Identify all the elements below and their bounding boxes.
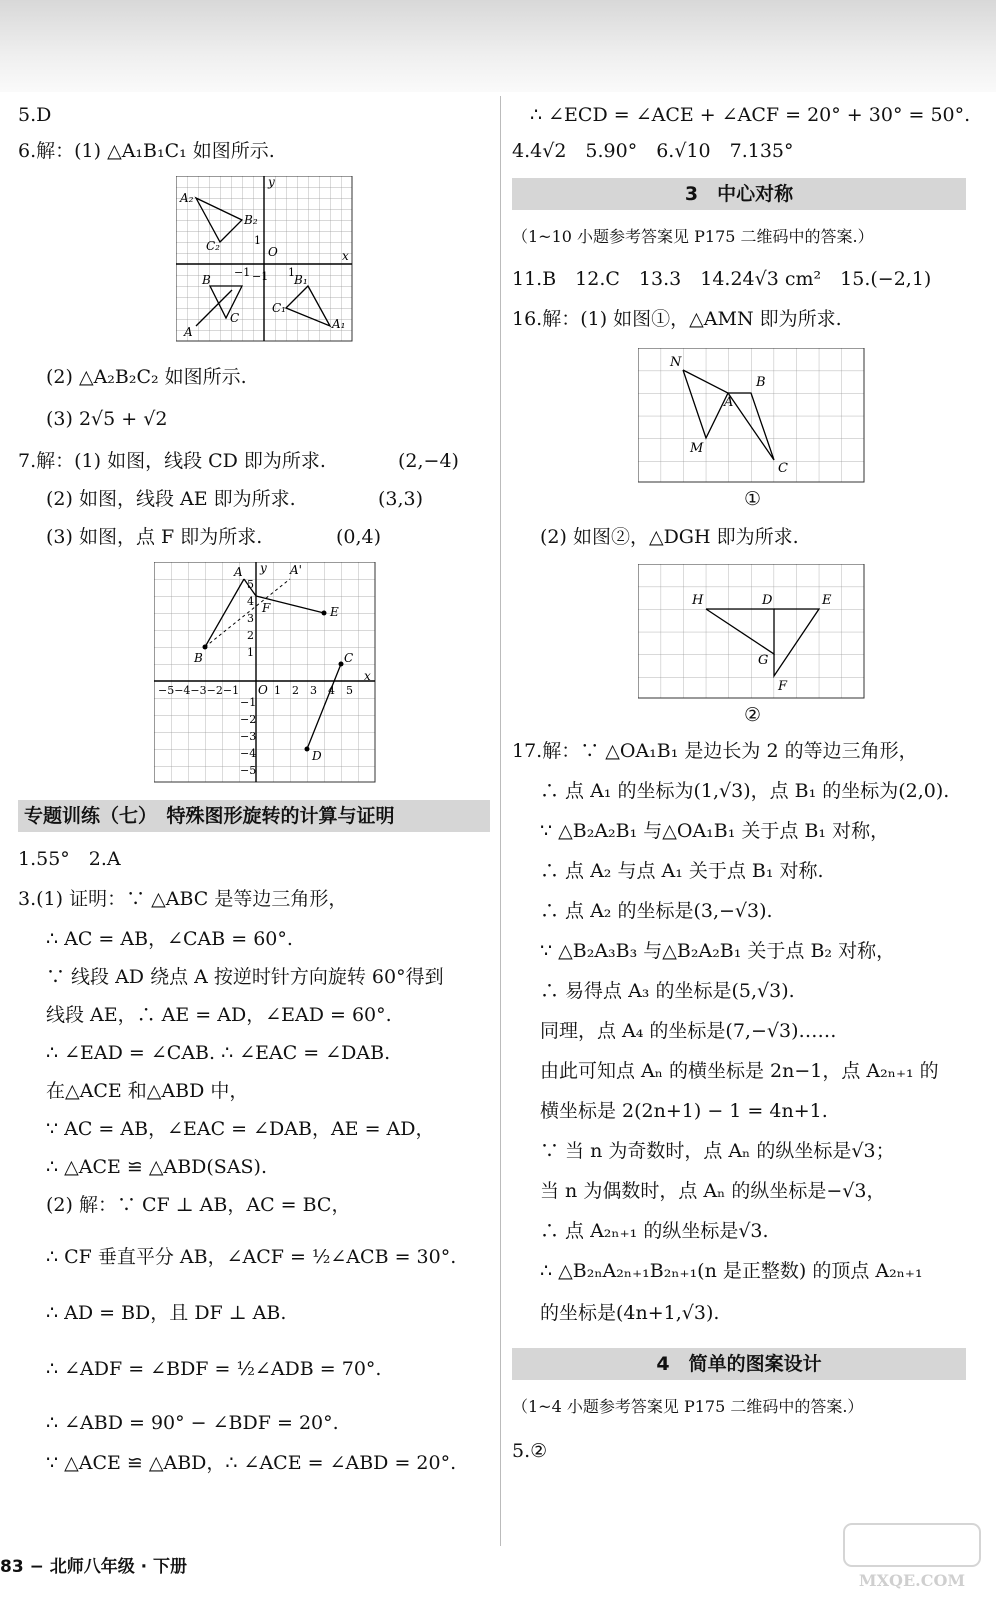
column-divider — [500, 96, 501, 1546]
svg-text:G: G — [758, 653, 769, 668]
training-7-answer-3-line6: 在△ACE 和△ABD 中， — [46, 1080, 249, 1102]
training-7-answer-1-2: 1.55° 2.A — [18, 848, 121, 870]
training-7-answer-3-line14: ∵ △ACE ≌ △ABD，∴ ∠ACE = ∠ABD = 20°. — [46, 1452, 457, 1474]
training-7-answer-3-line2: ∴ AC = AB，∠CAB = 60°. — [46, 928, 293, 950]
training-7-answer-3-line1: 3.(1) 证明：∵ △ABC 是等边三角形， — [18, 888, 348, 910]
svg-text:A: A — [234, 565, 243, 579]
svg-text:H: H — [692, 593, 704, 608]
answer-17-line15: 的坐标是(4n+1,√3). — [540, 1302, 720, 1324]
answer-7-line2: (2) 如图，线段 AE 即为所求. — [46, 488, 296, 510]
svg-text:D: D — [762, 593, 773, 608]
section-header-simple-pattern-design: 4 简单的图案设计 — [512, 1348, 966, 1380]
training-7-answer-3-line13: ∴ ∠ABD = 90° − ∠BDF = 20°. — [46, 1412, 339, 1434]
svg-text:−1: −1 — [234, 266, 251, 279]
training-7-answer-3-line9: (2) 解：∵ CF ⊥ AB，AC = BC， — [46, 1194, 351, 1216]
svg-text:M: M — [690, 441, 704, 456]
watermark-text: MXQE.COM — [858, 1571, 966, 1590]
svg-text:C₁: C₁ — [272, 301, 286, 315]
answer-17-line13: ∴ 点 A₂ₙ₊₁ 的纵坐标是√3. — [540, 1220, 769, 1242]
answer-6-line2: (2) △A₂B₂C₂ 如图所示. — [46, 366, 247, 388]
svg-text:C: C — [344, 651, 354, 665]
training-7-answer-3-line4: 线段 AE，∴ AE = AD，∠EAD = 60°. — [46, 1004, 392, 1026]
svg-text:y: y — [268, 176, 275, 189]
svg-text:−3: −3 — [240, 730, 257, 743]
training-7-answer-3-line11: ∴ AD = BD，且 DF ⊥ AB. — [46, 1302, 287, 1324]
answer-3-conclusion: ∴ ∠ECD = ∠ACE + ∠ACF = 20° + 30° = 50°. — [530, 104, 971, 126]
answer-7-line1: 7.解：(1) 如图，线段 CD 即为所求. — [18, 450, 326, 472]
figure-16-1-caption: ① — [744, 488, 762, 510]
answer-7-coord1: (2,−4) — [398, 450, 459, 472]
answer-5-pattern: 5.② — [512, 1440, 548, 1462]
scan-top-band — [0, 0, 996, 92]
answers-11-to-15: 11.B 12.C 13.3 14.24√3 cm² 15.(−2,1) — [512, 268, 932, 290]
answer-6-line3: (3) 2√5 + √2 — [46, 408, 168, 430]
svg-text:1 2 3 4 5: 1 2 3 4 5 — [274, 684, 353, 697]
answer-17-line6: ∵ △B₂A₃B₃ 与△B₂A₂B₁ 关于点 B₂ 对称， — [540, 940, 896, 962]
answers-4-to-7: 4.4√2 5.90° 6.√10 7.135° — [512, 140, 794, 162]
svg-text:A₂: A₂ — [180, 191, 194, 205]
answer-17-line7: ∴ 易得点 A₃ 的坐标是(5,√3). — [540, 980, 795, 1002]
svg-text:N: N — [670, 355, 682, 370]
figure-q7-grid — [154, 562, 394, 786]
answer-7-line3: (3) 如图，点 F 即为所求. — [46, 526, 263, 548]
note-qr-answers-2: （1~4 小题参考答案见 P175 二维码中的答案.） — [512, 1397, 864, 1416]
answer-17-line2: ∴ 点 A₁ 的坐标为(1,√3)，点 B₁ 的坐标为(2,0). — [540, 780, 950, 802]
training-7-answer-3-line3: ∵ 线段 AD 绕点 A 按逆时针方向旋转 60°得到 — [46, 966, 444, 988]
svg-text:−2: −2 — [240, 713, 257, 726]
svg-text:C: C — [778, 461, 788, 476]
svg-text:D: D — [312, 749, 322, 763]
svg-text:E: E — [330, 605, 339, 619]
training-7-answer-3-line10: ∴ CF 垂直平分 AB，∠ACF = ½∠ACB = 30°. — [46, 1246, 457, 1268]
svg-text:A': A' — [290, 563, 302, 577]
svg-text:B: B — [194, 651, 203, 665]
svg-text:B: B — [202, 273, 211, 287]
training-7-answer-3-line12: ∴ ∠ADF = ∠BDF = ½∠ADB = 70°. — [46, 1358, 382, 1380]
answer-17-line4: ∴ 点 A₂ 与点 A₁ 关于点 B₁ 对称. — [540, 860, 824, 882]
figure-16-2-caption: ② — [744, 704, 762, 726]
svg-text:1: 1 — [288, 266, 295, 279]
svg-text:F: F — [262, 601, 271, 615]
svg-text:−5−4−3−2−1: −5−4−3−2−1 — [158, 684, 240, 697]
training-7-answer-3-line8: ∴ △ACE ≌ △ABD(SAS). — [46, 1156, 268, 1178]
svg-text:4: 4 — [247, 595, 254, 608]
answer-6-line1: 6.解：(1) △A₁B₁C₁ 如图所示. — [18, 140, 275, 162]
svg-text:O: O — [258, 683, 268, 697]
svg-text:C: C — [230, 311, 240, 325]
svg-text:A: A — [724, 395, 734, 410]
svg-text:5: 5 — [247, 578, 254, 591]
training-7-answer-3-line5: ∴ ∠EAD = ∠CAB. ∴ ∠EAC = ∠DAB. — [46, 1042, 391, 1064]
figure-16-1-grid — [638, 348, 870, 484]
svg-text:2: 2 — [247, 629, 254, 642]
svg-text:−1: −1 — [240, 696, 257, 709]
svg-text:C₂: C₂ — [206, 239, 220, 253]
section-header-special-training-7: 专题训练（七） 特殊图形旋转的计算与证明 — [18, 800, 490, 832]
answer-16-line2: (2) 如图②，△DGH 即为所求. — [540, 526, 799, 548]
svg-text:y: y — [260, 562, 267, 575]
answer-5: 5.D — [18, 104, 52, 126]
answer-17-line5: ∴ 点 A₂ 的坐标是(3,−√3). — [540, 900, 773, 922]
svg-text:1: 1 — [254, 234, 261, 247]
answer-17-line8: 同理，点 A₄ 的坐标是(7,−√3)…… — [540, 1020, 837, 1042]
answer-17-line3: ∵ △B₂A₂B₁ 与△OA₁B₁ 关于点 B₁ 对称， — [540, 820, 890, 842]
answer-17-line9: 由此可知点 Aₙ 的横坐标是 2n−1，点 A₂ₙ₊₁ 的 — [540, 1060, 939, 1082]
svg-text:A: A — [184, 325, 193, 339]
svg-text:−4: −4 — [240, 747, 257, 760]
svg-text:B₂: B₂ — [244, 213, 258, 227]
answer-17-line14: ∴ △B₂ₙA₂ₙ₊₁B₂ₙ₊₁(n 是正整数) 的顶点 A₂ₙ₊₁ — [540, 1260, 923, 1282]
watermark-logo — [842, 1522, 982, 1592]
svg-text:F: F — [778, 679, 788, 694]
answer-7-coord3: (0,4) — [336, 526, 382, 548]
figure-16-2-grid — [638, 564, 870, 700]
answer-7-coord2: (3,3) — [378, 488, 424, 510]
svg-text:x: x — [342, 249, 349, 263]
svg-text:O: O — [268, 245, 278, 259]
svg-text:B: B — [756, 375, 766, 390]
svg-text:A₁: A₁ — [332, 317, 346, 331]
answer-17-line11: ∵ 当 n 为奇数时，点 Aₙ 的纵坐标是√3； — [540, 1140, 895, 1162]
answer-17-line10: 横坐标是 2(2n+1) − 1 = 4n+1. — [540, 1100, 828, 1122]
svg-text:3: 3 — [247, 612, 254, 625]
training-7-answer-3-line7: ∵ AC = AB，∠EAC = ∠DAB，AE = AD， — [46, 1118, 435, 1140]
svg-text:B₁: B₁ — [294, 273, 308, 287]
note-qr-answers-1: （1~10 小题参考答案见 P175 二维码中的答案.） — [512, 227, 874, 246]
svg-text:x: x — [364, 669, 371, 683]
answer-17-line1: 17.解：∵ △OA₁B₁ 是边长为 2 的等边三角形， — [512, 740, 918, 762]
svg-text:−5: −5 — [240, 764, 257, 777]
section-header-central-symmetry: 3 中心对称 — [512, 178, 966, 210]
figure-q6-grid — [176, 176, 366, 348]
answer-17-line12: 当 n 为偶数时，点 Aₙ 的纵坐标是−√3， — [540, 1180, 886, 1202]
page-footer: 83 − 北师八年级 · 下册 — [0, 1557, 188, 1577]
svg-text:1: 1 — [247, 646, 254, 659]
svg-text:−1: −1 — [252, 270, 269, 283]
svg-text:E: E — [822, 593, 832, 608]
answer-16-line1: 16.解：(1) 如图①，△AMN 即为所求. — [512, 308, 842, 330]
